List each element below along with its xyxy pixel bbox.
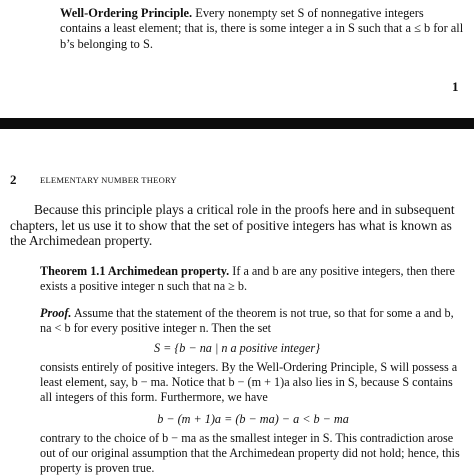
theorem-block [40, 264, 466, 294]
running-header [10, 172, 470, 188]
running-title: ELEMENTARY NUMBER THEORY [40, 175, 177, 185]
previous-page-fragment [0, 0, 474, 118]
intro-paragraph: Because this principle plays a critical role in the proofs here and in subsequent chapters, let us use it to show that the set of positive integers has what is known as the Archimedean property. [10, 202, 455, 249]
principle-body: Every nonempty set S of nonnegative integers contains a least element; that is, there is some integer a in S such that a ≤ b for all b’s belonging to S. [60, 6, 464, 51]
theorem-label: Theorem 1.1 Archimedean property. [40, 264, 230, 278]
proof-text: Assume that the statement of the theorem is not true, so that for some a and b, na < b for every positive integer n. Then the set [40, 306, 454, 335]
well-ordering-principle-statement [60, 6, 464, 52]
page-separator [0, 118, 474, 129]
proof-continuation: consists entirely of positive integers. By the Well-Ordering Principle, S will possess a least element, say, b − ma. Notice that b − (m + 1)a also lies in S, because S contains all integers of this form. Furthermore, we have [40, 360, 458, 404]
theorem-text: If a and b are any positive integers, then there exists a positive integer n such that na ≥ b. [40, 264, 455, 293]
proof-conclusion: contrary to the choice of b − ma as the smallest integer in S. This contradiction arose out of our original assumption that the Archimedean property did not hold; hence, this property is proven true. [40, 431, 460, 475]
display-equation-set: S = {b − na | n a positive integer} [154, 341, 320, 355]
proof-block [40, 306, 466, 336]
display-equation-inequality: b − (m + 1)a = (b − ma) − a < b − ma [157, 412, 349, 426]
page-number: 1 [452, 79, 459, 94]
running-page-number: 2 [10, 172, 17, 187]
proof-label: Proof. [40, 306, 72, 320]
principle-title: Well-Ordering Principle. [60, 6, 193, 20]
